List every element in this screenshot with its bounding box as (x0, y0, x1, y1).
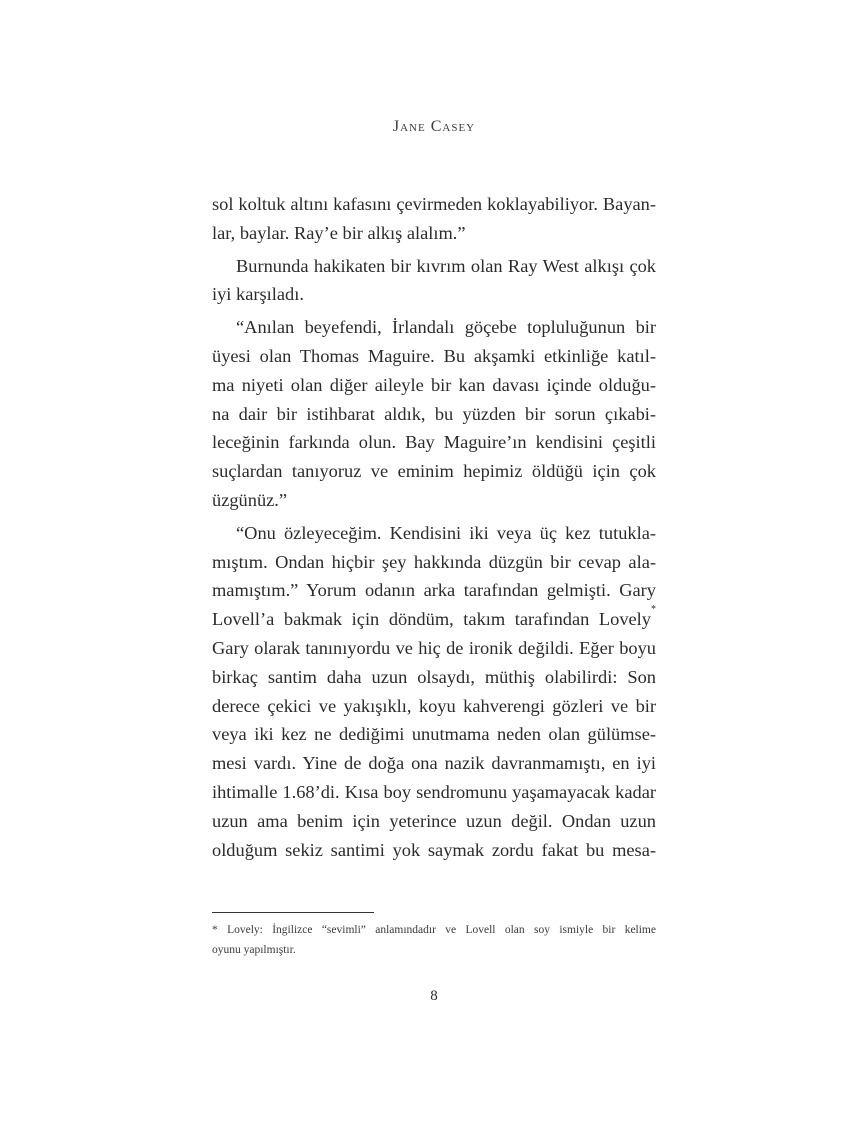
paragraph (212, 190, 656, 248)
text-line: derece çekici ve yakışıklı, koyu kahverengi gözleri ve bir (212, 695, 656, 716)
footnote (212, 920, 656, 960)
text-line: sol koltuk altını kafasını çevirmeden koklayabiliyor. Bayan- (212, 194, 656, 214)
text-line: Gary olarak tanınıyordu ve hiç de ironik değildi. Eğer boyu (212, 637, 656, 658)
text-line: leceğinin farkında olun. Bay Maguire’ın kendisini çeşitli (212, 432, 656, 453)
body-text (212, 190, 656, 864)
text-line: ma niyeti olan diğer aileyle bir kan davası içinde olduğu- (212, 374, 656, 395)
text-line: üyesi olan Thomas Maguire. Bu akşamki etkinliğe katıl- (212, 345, 656, 366)
paragraph (212, 313, 656, 515)
footnote-separator (212, 912, 374, 913)
text-line: ihtimalle 1.68’di. Kısa boy sendromunu yaşamayacak kadar (212, 781, 656, 802)
footnote-line: oyunu yapılmıştır. (212, 944, 296, 956)
text-line: suçlardan tanıyoruz ve eminim hepimiz öldüğü için çok (212, 461, 656, 482)
text-line: na dair bir istihbarat aldık, bu yüzden bir sorun çıkabi- (212, 403, 656, 424)
page-number: 8 (430, 988, 438, 1004)
text-line: mesi vardı. Yine de doğa ona nazik davranmamıştı, en iyi (212, 753, 656, 774)
running-head-author: Jane Casey (392, 118, 476, 135)
paragraph (212, 519, 656, 865)
text-line: Lovell’a bakmak için döndüm, takım tarafından Lovely* (212, 604, 656, 630)
text-line: lar, baylar. Ray’e bir alkış alalım.” (212, 222, 466, 243)
text-line: üzgünüz.” (212, 489, 288, 510)
footnote-marker: * (651, 604, 656, 616)
text-line: “Onu özleyeceğim. Kendisini iki veya üç kez tutukla- (236, 522, 656, 543)
paragraph (212, 252, 656, 310)
text-line: uzun ama benim için yeterince uzun değil. Ondan uzun (212, 810, 656, 831)
text-line: “Anılan beyefendi, İrlandalı göçebe topluluğunun bir (236, 317, 656, 338)
text-line: birkaç santim daha uzun olsaydı, müthiş olabilirdi: Son (212, 666, 656, 687)
footnote-line: * Lovely: İngilizce “sevimli” anlamındadır ve Lovell olan soy ismiyle bir kelime (212, 924, 656, 936)
text-line: mamıştım.” Yorum odanın arka tarafından gelmişti. Gary (212, 580, 656, 601)
text-line: veya iki kez ne dediğimi unutmama neden olan gülümse- (212, 724, 656, 745)
text-line: olduğum sekiz santimi yok saymak zordu fakat bu mesa- (212, 839, 656, 860)
text-line: mıştım. Ondan hiçbir şey hakkında düzgün bir cevap ala- (212, 551, 656, 572)
text-line: iyi karşıladı. (212, 284, 304, 305)
text-line: Burnunda hakikaten bir kıvrım olan Ray West alkışı çok (236, 255, 656, 276)
